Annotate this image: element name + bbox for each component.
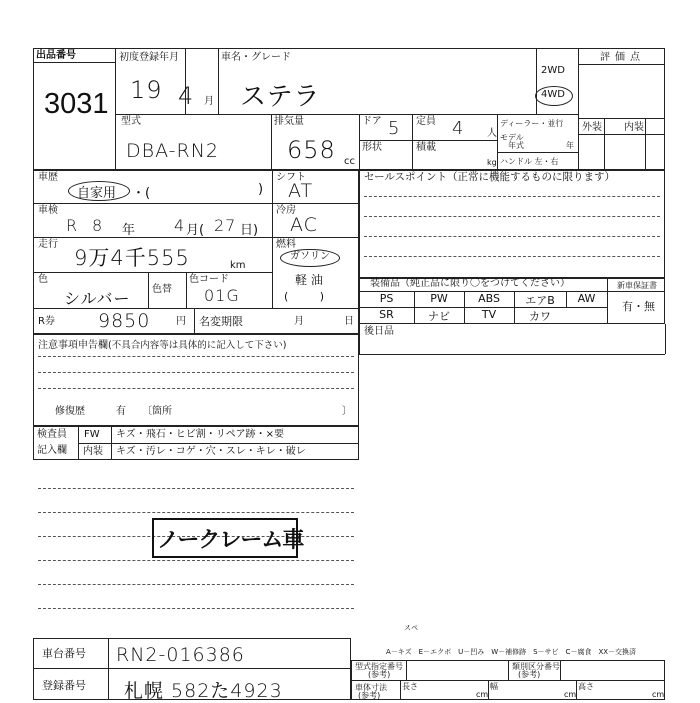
inspection-day: 27 [214,216,237,235]
repair-close: 〕 [342,406,352,417]
yen-unit: 円 [176,316,186,327]
shift-label: シフト [276,172,306,183]
model-year-label: モデル [500,133,524,142]
category-label: 類別区分番号 [512,662,560,671]
first-reg-year: 19 [130,76,163,104]
name-change-day: 日 [344,316,354,327]
post-date-label: 後日品 [364,326,394,337]
equipment-abs: ABS [478,292,500,305]
name-change-month: 月 [294,316,304,327]
history-extra: ・( [132,186,151,201]
mileage-label: 走行 [38,239,58,250]
cc-unit: cc [344,156,355,167]
equipment-tv: TV [481,308,497,321]
shape-label: 形状 [362,142,382,153]
equipment-aw: AW [577,292,596,305]
door-value: 5 [388,118,401,139]
first-reg-label: 初度登録年月 [119,52,179,63]
equipment-leather: カワ [529,310,551,323]
sales-section [359,170,665,278]
equipment-airbag: エアB [525,294,555,307]
history-close: ) [258,182,264,197]
inspection-day-char: 日) [240,223,259,238]
int-label: 内装 [83,446,103,457]
length-label: 長さ [402,682,418,691]
first-reg-month-unit: 月 [204,96,214,107]
width-label: 幅 [490,682,498,691]
vehicle-size-label: 車体寸法 [355,683,387,692]
ac-value: AC [290,214,318,236]
model-value: DBA-RN2 [126,140,220,162]
int-items: キズ・汚レ・コゲ・穴・スレ・キレ・破レ [116,446,306,457]
displacement-value: 658 [287,136,336,164]
door-label: ドア [362,116,382,127]
repair-value: 有 [116,406,126,417]
reg-label: 登録番号 [42,679,86,692]
chassis-label: 車台番号 [42,647,86,660]
warranty-label: 新車保証書 [617,281,657,290]
repair-place: 〔箇所 [142,406,172,417]
drive-2wd: 2WD [541,65,565,76]
inspection-year: 8 [92,216,104,235]
inspection-month: 4 [174,216,186,235]
history-label: 車歴 [38,172,58,183]
fw-items: キズ・飛石・ヒビ割・リペア跡・×要 [116,429,284,440]
year-label: 年式 [508,141,524,150]
interior-label: 内装 [624,122,644,133]
name-change-label: 名変期限 [199,315,243,328]
warranty-value: 有・無 [622,300,655,313]
vehicle-size-ref: (参考) [358,691,381,700]
equipment-navi: ナビ [428,310,450,323]
color-value: シルバー [64,289,131,308]
fuel-paren: ( ) [284,290,325,303]
history-value: 自家用 [77,186,117,201]
height-unit: cm [652,690,665,699]
spare-label: スペ [404,624,418,632]
inspection-month-char: 月( [186,223,205,238]
handle-label: ハンドル 左・右 [500,157,559,166]
no-claim-stamp-text: ノークレーム車 [157,528,304,553]
km-unit: km [230,260,246,271]
damage-legend: A－キズ E－エクボ U－凹み W－補修跡 S－サビ C－腐食 XX－交換済 [386,648,637,656]
year-unit: 年 [566,141,574,150]
recycle-label: R券 [38,316,55,327]
dealer-label: ディーラー・並行 [500,119,564,128]
model-designation-ref: (参考) [368,670,391,679]
car-name: ステラ [240,82,321,112]
capacity-label: 定員 [416,116,436,127]
width-unit: cm [564,690,577,699]
inspection-year-char: 年 [122,223,136,238]
ac-label: 冷房 [276,205,296,216]
kg-unit: kg [487,158,497,167]
lot-number: 3031 [44,88,109,120]
exterior-label: 外装 [582,122,602,133]
load-label: 積載 [416,142,436,153]
color-change-label: 色替 [152,284,172,295]
fuel-light-oil: 軽 油 [295,273,323,287]
lot-number-label: 出品番号 [36,50,76,61]
person-unit: 人 [487,128,497,139]
sales-point-label: セールスポイント（正常に機能するものに限ります） [364,171,616,183]
inspector-label: 検査員 [37,429,67,440]
model-label: 型式 [121,116,141,127]
equipment-ps: PS [379,292,394,305]
inspection-label: 車検 [38,205,58,216]
entry-label: 記入欄 [37,445,67,456]
eval-label: 評価点 [600,52,645,63]
height-label: 高さ [578,682,594,691]
model-designation-label: 型式指定番号 [355,662,403,671]
color-label: 色 [38,274,48,285]
length-unit: cm [476,690,489,699]
notes-hint: (不具合内容等は具体的に記入して下さい) [108,340,287,351]
first-reg-month: 4 [178,82,195,110]
fw-label: FW [84,429,100,440]
equipment-label: 装備品（純正品に限り〇をつけてください） [370,278,570,289]
recycle-value: 9850 [98,310,151,332]
equipment-sr: SR [379,308,394,321]
drive-4wd: 4WD [541,89,565,100]
color-code-label: 色コード [189,274,229,285]
equipment-pw: PW [430,292,448,305]
fuel-label: 燃料 [276,239,296,250]
category-ref: (参考) [518,670,541,679]
mileage-value: 9万4千555 [74,246,190,270]
displacement-label: 排気量 [274,116,304,127]
chassis-value: RN2-016386 [116,644,245,666]
reg-value: 札幌 582た4923 [124,680,283,702]
inspection-era: R [66,216,79,235]
car-name-label: 車名・グレード [221,52,291,63]
color-code-value: 01G [204,286,240,305]
fuel-gasoline: ガソリン [290,251,330,262]
repair-label: 修復歴 [55,406,85,417]
notes-label: 注意事項申告欄 [38,340,108,351]
capacity-value: 4 [452,118,465,139]
shift-value: AT [288,180,314,202]
